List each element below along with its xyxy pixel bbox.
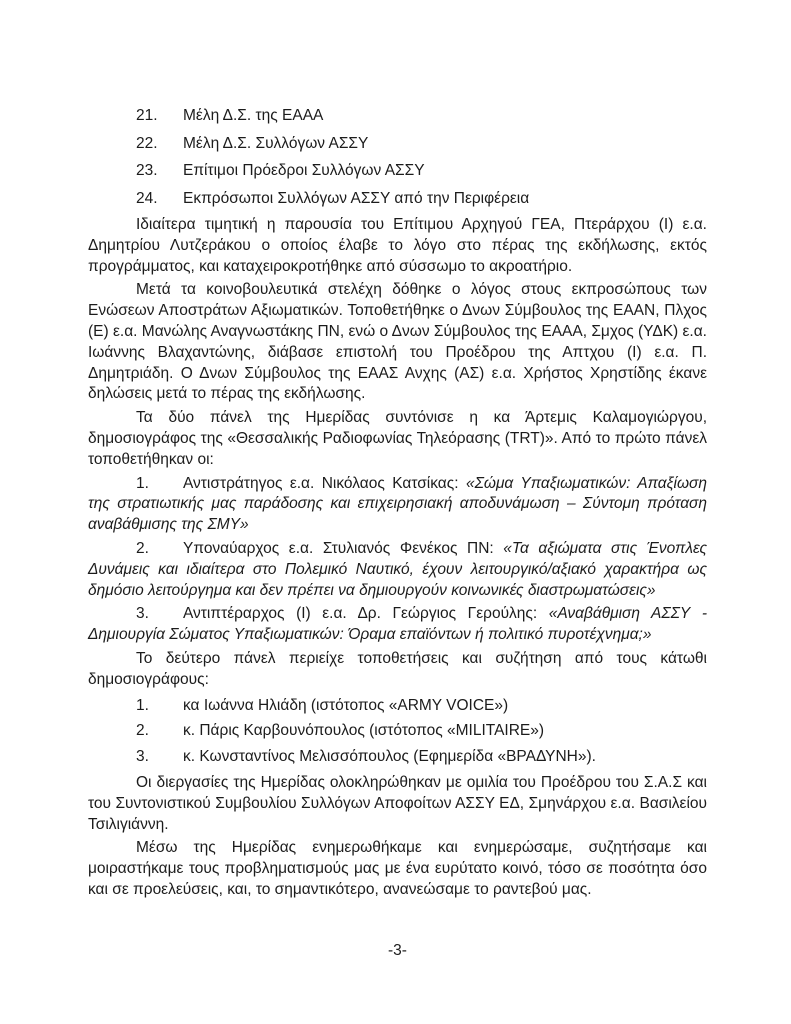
- paragraph-epilogue: Μέσω της Ημερίδας ενημερωθήκαμε και ενημερώσαμε, συζητήσαμε και μοιραστήκαμε τους προβληματισμούς μας με ένα ευρύτατο κοινό, τόσο σε ποσότητα όσο και σε προελεύσεις, και, το σημαντικότερο, ανανεώσαμε το ραντεβού μας.: [88, 839, 707, 898]
- attendee-number: 22.: [136, 134, 158, 152]
- page-number: -3-: [388, 941, 407, 959]
- paragraph-closing-speech: Οι διεργασίες της Ημερίδας ολοκληρώθηκαν με ομιλία του Προέδρου του Σ.Α.Σ και του Συντονιστικού Συμβουλίου Συλλόγων Αποφοίτων ΑΣΣΥ ΕΔ, Σμηνάρχου ε.α. Βασιλείου Τσιλιγιάννη.: [88, 773, 707, 833]
- journalist-text: κ. Πάρις Καρβουνόπουλος (ιστότοπος «MILITAIRE»): [183, 722, 545, 740]
- speaker-quote: «Τα αξιώματα στις Ένοπλες Δυνάμεις και ιδιαίτερα στο Πολεμικό Ναυτικό, έχουν λειτουργικό/αξιακό χαρακτήρα ως δημόσιο λειτούργημα και δεν πρέπει να δημιουργούν κοινωνικές διαστρωματώσεις»: [88, 539, 707, 599]
- paragraph-panels-intro: Τα δύο πάνελ της Ημερίδας συντόνισε η κα Άρτεμις Καλαμογιώργου, δημοσιογράφος της «Θεσσαλικής Ραδιοφωνίας Τηλεόρασης (TRT)». Από το πρώτο πάνελ τοποθετήθηκαν οι:: [88, 409, 707, 468]
- speaker-number: 1.: [136, 474, 149, 492]
- speaker-intro: Υποναύαρχος ε.α. Στυλιανός Φενέκος ΠΝ:: [183, 539, 504, 557]
- speaker-item: [88, 604, 707, 646]
- attendee-text: Μέλη Δ.Σ. Συλλόγων ΑΣΣΥ: [183, 134, 369, 152]
- attendee-list: [88, 102, 707, 212]
- speaker-quote: «Σώμα Υπαξιωματικών: Απαξίωση της στρατιωτικής μας παράδοσης και επιχειρησιακή αποδυνάμωση – Σύντομη πρόταση αναβάθμισης της ΣΜΥ»: [88, 474, 708, 534]
- journalist-list: [88, 693, 707, 770]
- journalist-item: [88, 693, 707, 719]
- speaker-intro: Αντιπτέραρχος (Ι) ε.α. Δρ. Γεώργιος Γερούλης:: [183, 605, 549, 623]
- speaker-item: [88, 539, 707, 601]
- journalist-number: 3.: [136, 748, 149, 766]
- attendee-text: Επίτιμοι Πρόεδροι Συλλόγων ΑΣΣΥ: [183, 162, 425, 179]
- attendee-item: [88, 130, 707, 158]
- attendee-text: Μέλη Δ.Σ. της ΕΑΑΑ: [183, 107, 324, 124]
- attendee-item: [88, 102, 707, 130]
- speaker-number: 2.: [136, 539, 149, 557]
- speaker-item: [88, 474, 707, 536]
- paragraph-second-panel-intro: Το δεύτερο πάνελ περιείχε τοποθετήσεις και συζήτηση από τους κάτωθι δημοσιογράφους:: [88, 649, 707, 688]
- paragraph-representatives: Μετά τα κοινοβουλευτικά στελέχη δόθηκε ο λόγος στους εκπροσώπους των Ενώσεων Αποστράτων Αξιωματικών. Τοποθετήθηκε ο Δνων Σύμβουλος της ΕΑΑΝ, Πλχος (Ε) ε.α. Μανώλης Αναγνωστάκης ΠΝ, ενώ ο Δνων Σύμβουλος της ΕΑΑΑ, Σμχος (ΥΔΚ) ε.α. Ιωάννης Βλαχαντώνης, διάβασε επιστολή του Προέδρου της Απτχου (Ι) ε.α. Π. Δημητριάδη. Ο Δνων Σύμβουλος της ΕΑΑΣ Ανχης (ΑΣ) ε.α. Χρήστος Χρηστίδης έκανε δηλώσεις μετά το πέρας της εκδήλωσης.: [88, 281, 707, 403]
- attendee-item: [88, 157, 707, 185]
- journalist-item: [88, 718, 707, 744]
- attendee-number: 21.: [136, 107, 158, 124]
- journalist-number: 1.: [136, 696, 149, 714]
- attendee-text: Εκπρόσωποι Συλλόγων ΑΣΣΥ από την Περιφέρεια: [183, 189, 530, 207]
- speaker-number: 3.: [136, 605, 149, 623]
- attendee-number: 24.: [136, 189, 158, 207]
- attendee-number: 23.: [136, 162, 158, 179]
- paragraph-honorary-presence: Ιδιαίτερα τιμητική η παρουσία του Επίτιμου Αρχηγού ΓΕΑ, Πτεράρχου (Ι) ε.α. Δημητρίου Λυτζεράκου ο οποίος έλαβε το λόγο στο πέρας της εκδήλωσης, εκτός προγράμματος, και καταχειροκροτήθηκε από σύσσωμο το ακροατήριο.: [88, 216, 707, 275]
- journalist-item: [88, 744, 707, 770]
- journalist-text: κα Ιωάννα Ηλιάδη (ιστότοπος «ARMY VOICE»): [183, 696, 509, 714]
- attendee-item: [88, 185, 707, 213]
- speaker-quote: «Αναβάθμιση ΑΣΣΥ - Δημιουργία Σώματος Υπαξιωματικών: Όραμα επαϊόντων ή πολιτικό πυροτέχνημα;»: [88, 605, 707, 644]
- journalist-text: κ. Κωνσταντίνος Μελισσόπουλος (Εφημερίδα «ΒΡΑΔΥΝΗ»).: [183, 748, 596, 766]
- speaker-intro: Αντιστράτηγος ε.α. Νικόλαος Κατσίκας:: [183, 474, 466, 492]
- journalist-number: 2.: [136, 722, 149, 740]
